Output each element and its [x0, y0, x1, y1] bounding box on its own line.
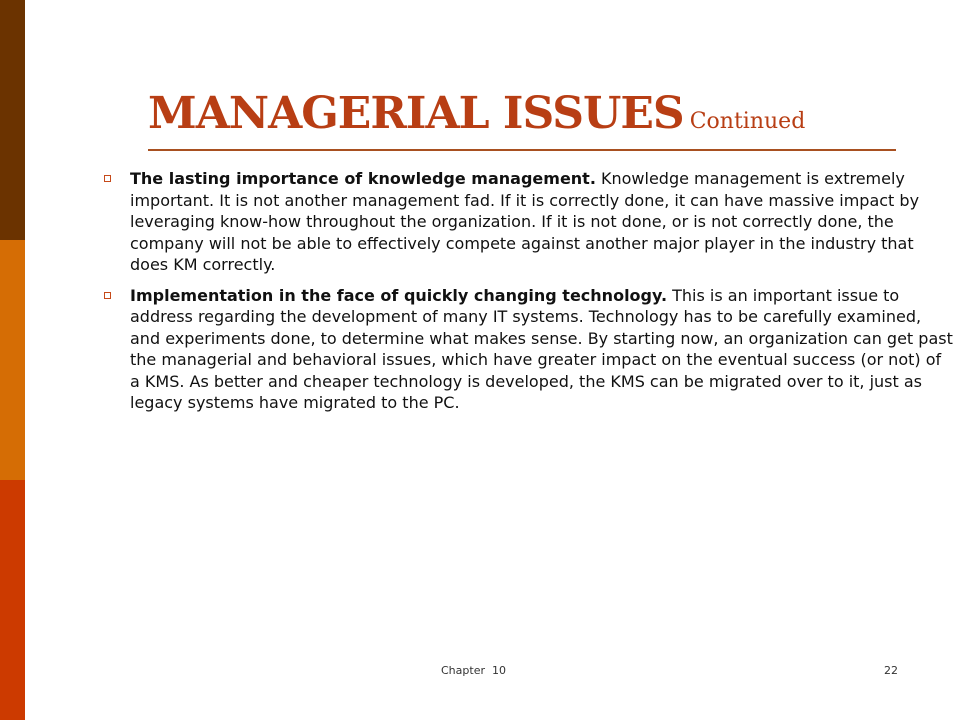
decorative-bar-middle: [0, 240, 25, 480]
bullet-text: This is an important issue to address regarding the development of many IT systems. Technology has to be carefully examined, and experiments done, to determine what makes sense. By starting now, an organization can get past the managerial and behavioral issues, which have greater impact on the eventual success (or not) of a KMS. As better and cheaper technology is developed, the KMS can be migrated over to it, just as legacy systems have migrated to the PC.: [130, 285, 953, 412]
bullet-item: [98, 168, 953, 276]
square-bullet-icon: [104, 292, 111, 299]
footer-chapter: Chapter 10: [441, 664, 506, 677]
bullet-item: [98, 285, 953, 414]
decorative-bar-bottom: [0, 480, 25, 720]
bullet-heading: Implementation in the face of quickly changing technology.: [130, 285, 668, 305]
bullet-heading: The lasting importance of knowledge management.: [130, 169, 596, 188]
slide-title-main: MANAGERIAL ISSUES: [148, 88, 684, 139]
bullet-list: [98, 168, 953, 423]
decorative-bar-top: [0, 0, 25, 240]
title-divider: [148, 149, 896, 151]
square-bullet-icon: [104, 175, 111, 182]
bullet-text: Knowledge management is extremely important. It is not another management fad. If it is correctly done, it can have massive impact by leveraging know-how throughout the organization. If it is not done, or is not correctly done, the company will not be able to effectively compete against another major player in the industry that does KM correctly.: [130, 169, 920, 274]
slide-title-subtitle: Continued: [689, 109, 806, 134]
slide-title: [148, 88, 805, 139]
page-number: 22: [884, 664, 898, 677]
